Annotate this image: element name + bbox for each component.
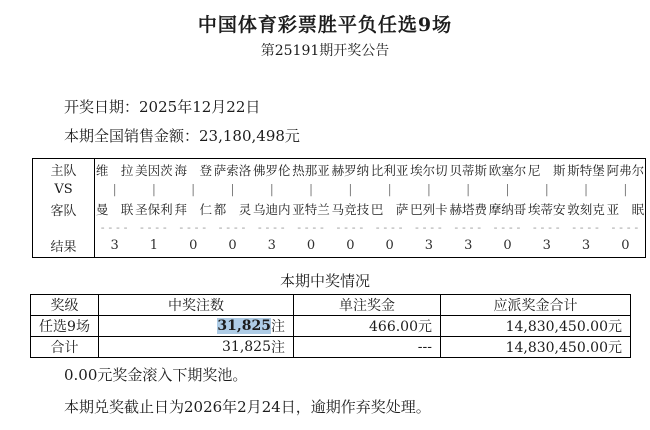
home-team-cell: 佛罗伦	[253, 162, 291, 178]
away-team-cell: 敦刻克	[567, 202, 605, 217]
separator-cell: ----	[492, 220, 523, 234]
result-cell: 3	[424, 238, 434, 253]
page-title: 中国体育彩票胜平负任选9场	[197, 14, 453, 36]
page-subtitle: 第25191期开奖公告	[260, 43, 390, 59]
vs-cell: |	[387, 182, 392, 196]
home-team-cell: 热那亚	[292, 162, 330, 178]
vs-cell: |	[269, 182, 274, 196]
separator-cell: ----	[570, 220, 602, 234]
away-team-cell: 赫塔费	[449, 202, 487, 217]
away-team-cell: 亚特兰	[292, 202, 330, 217]
row-label-away: 客队	[33, 198, 95, 220]
prize-header-total: 应派奖金合计	[441, 295, 631, 316]
vs-cell: |	[191, 182, 196, 196]
vs-cell: |	[348, 182, 353, 196]
vs-cell: |	[230, 182, 235, 196]
prize-single: 466.00元	[294, 316, 441, 337]
prize-table	[30, 294, 631, 358]
away-team-cell: 摩纳哥	[488, 202, 527, 217]
draw-date-line	[64, 96, 260, 117]
result-cell: 0	[189, 238, 198, 253]
result-cell: 1	[149, 238, 159, 253]
away-team-cell: 曼 联	[95, 202, 134, 217]
home-team-cell: 欧塞尔	[488, 162, 527, 178]
separator-cell: ----	[99, 220, 130, 234]
result-cell: 3	[464, 238, 473, 253]
away-team-cell: 巴列卡	[410, 202, 448, 217]
away-team-cell: 埃蒂安	[528, 202, 566, 217]
row-label-separator	[33, 220, 95, 234]
home-team-cell: 萨索洛	[213, 162, 252, 178]
home-team-cell: 赫罗纳	[331, 162, 370, 178]
separator-cell: ----	[452, 220, 484, 234]
separator-cell: ----	[374, 220, 405, 234]
vs-cell: |	[426, 182, 431, 196]
away-team-cell: 马竞技	[331, 202, 370, 217]
home-team-cell: 阿弗尔	[606, 162, 645, 178]
prize-count-unit: 注	[271, 319, 285, 335]
prize-count-unit: 注	[271, 340, 285, 356]
home-team-cell: 比利亚	[370, 162, 409, 178]
prize-level: 合计	[31, 337, 99, 358]
prize-total: 14,830,450.00元	[441, 337, 631, 358]
result-cell: 0	[228, 238, 237, 253]
prize-count	[99, 337, 294, 358]
home-team-cell: 贝蒂斯	[449, 162, 487, 178]
result-cell: 0	[385, 238, 394, 253]
result-cell: 3	[581, 238, 591, 253]
separator-cell: ----	[413, 220, 445, 234]
separator-cell: ----	[531, 220, 563, 234]
sales-line	[64, 125, 300, 146]
home-team-cell: 美因茨	[135, 162, 173, 178]
prize-header-level: 奖级	[31, 295, 99, 316]
home-team-cell: 尼 斯	[528, 162, 566, 178]
vs-cell: |	[584, 182, 589, 196]
prize-single: ---	[294, 337, 441, 358]
deadline-note: 本期兑奖截止日为2026年2月24日，逾期作弃奖处理。	[64, 398, 431, 416]
separator-cell: ----	[217, 220, 248, 234]
prize-level: 任选9场	[31, 316, 99, 337]
home-team-cell: 斯特堡	[567, 162, 605, 178]
home-team-cell: 海 登	[174, 162, 212, 178]
separator-cell: ----	[256, 220, 288, 234]
away-team-cell: 都 灵	[213, 202, 252, 217]
vs-cell: |	[151, 182, 156, 196]
rollover-note: 0.00元奖金滚入下期奖池。	[64, 366, 248, 384]
prize-header-single: 单注奖金	[294, 295, 441, 316]
result-cell: 3	[110, 238, 119, 253]
home-team-cell: 埃尔切	[410, 162, 448, 178]
result-cell: 0	[306, 238, 316, 253]
away-team-cell: 亚 眠	[606, 202, 645, 217]
separator-cell: ----	[138, 220, 170, 234]
away-team-cell: 乌迪内	[253, 202, 291, 217]
sales-value: 23,180,498元	[199, 127, 300, 145]
separator-cell: ----	[335, 220, 366, 234]
draw-date-label: 开奖日期：	[64, 98, 140, 116]
prize-count-highlight: 31,825	[217, 318, 271, 334]
prize-total: 14,830,450.00元	[441, 316, 631, 337]
sales-label: 本期全国销售金额：	[64, 127, 200, 145]
vs-cell: |	[505, 182, 510, 196]
separator-cell: ----	[177, 220, 209, 234]
result-cell: 0	[621, 238, 630, 253]
prize-header-count: 中奖注数	[99, 295, 294, 316]
result-cell: 3	[267, 238, 276, 253]
vs-cell: |	[466, 182, 471, 196]
result-cell: 3	[542, 238, 551, 253]
result-cell: 0	[503, 238, 512, 253]
separator-cell: ----	[610, 220, 641, 234]
row-label-result: 结果	[33, 234, 95, 257]
vs-cell: |	[112, 182, 117, 196]
home-team-cell: 维 拉	[95, 162, 134, 178]
vs-cell: |	[544, 182, 549, 196]
separator-cell: ----	[295, 220, 327, 234]
row-label-vs: VS	[33, 180, 95, 198]
result-cell: 0	[346, 238, 355, 253]
vs-cell: |	[309, 182, 314, 196]
vs-cell: |	[623, 182, 628, 196]
away-team-cell: 圣保利	[135, 202, 173, 217]
prize-count	[99, 316, 294, 337]
away-team-cell: 巴 萨	[370, 202, 409, 217]
draw-date-value: 2025年12月22日	[139, 98, 261, 116]
row-label-home: 主队	[33, 159, 95, 180]
match-results-table	[32, 158, 646, 258]
section-title: 本期中奖情况	[279, 272, 370, 290]
prize-count-value: 31,825	[222, 339, 271, 355]
away-team-cell: 拜 仁	[174, 202, 212, 217]
